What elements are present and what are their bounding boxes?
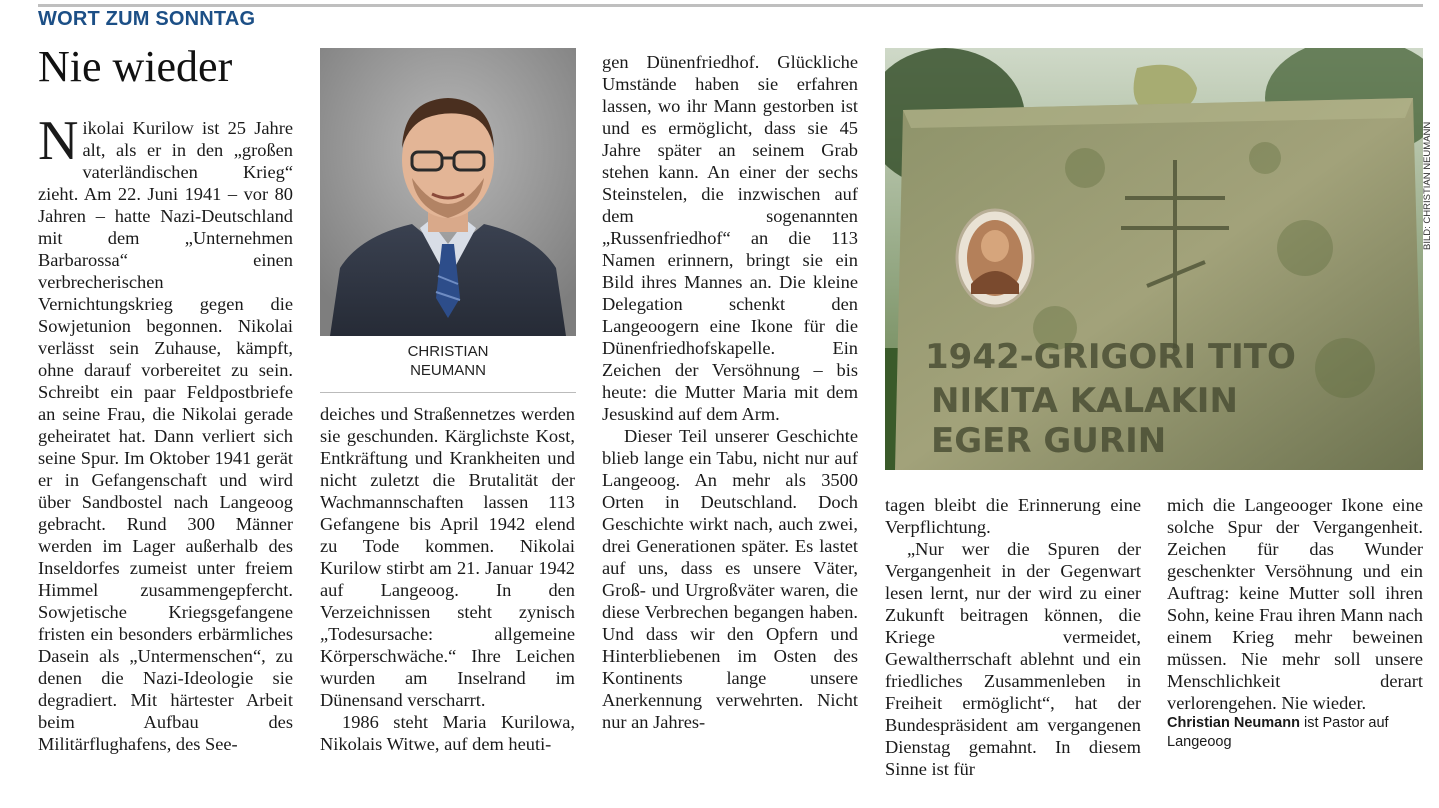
article-paragraph: gen Dünenfriedhof. Glückliche Umstände haben sie erfahren lassen, wo ihr Mann gestorben ist und es ermöglicht, dass sie 45 Jahre später an seinem Grab stehen kann. An einer der sechs Steinstelen, die inzwischen auf dem sogenannten „Russenfriedhof“ an die 113 Namen erinnern, bringt sie ein Bild ihres Mannes an. Die kleine Delegation schenkt den Langeoogern eine Ikone für die Dünenfriedhofskapelle. Ein Zeichen der Versöhnung – bis heute: die Mutter Maria mit dem Jesuskind auf dem Arm. [602, 52, 858, 424]
gravestone-photo [885, 48, 1423, 470]
article-paragraph [38, 117, 293, 755]
top-rule [38, 4, 1423, 7]
article-column-2 [320, 403, 575, 783]
section-kicker: WORT ZUM SONNTAG [38, 8, 256, 30]
article-column-5 [1167, 494, 1423, 784]
headline: Nie wieder [38, 42, 233, 91]
drop-cap: N [38, 117, 79, 172]
inscription-line: 1942-GRIGORI TITO [925, 337, 1296, 377]
portrait-image [320, 48, 576, 336]
article-column-3 [602, 51, 858, 786]
caption-first-name: CHRISTIAN [407, 343, 489, 360]
article-column-1 [38, 117, 293, 787]
caption-divider [320, 392, 576, 393]
article-paragraph: tagen bleibt die Erinnerung eine Verpflichtung. [885, 495, 1141, 537]
author-name: Christian Neumann [1167, 715, 1300, 731]
inscription-line: NIKITA KALAKIN [931, 381, 1238, 421]
article-paragraph: mich die Langeooger Ikone eine solche Spur der Vergangenheit. Zeichen für das Wunder geschenkter Versöhnung und ein Auftrag: keine Mutter soll ihren Sohn, keine Frau ihren Mann nach einem Krieg mehr beweinen müssen. Nie mehr soll unsere Menschlichkeit derart verlorengehen. Nie wieder. [1167, 495, 1423, 713]
paragraph-text: ikolai Kurilow ist 25 Jahre alt, als er in den „großen vaterländischen Krieg“ zieht. Am 22. Juni 1941 – vor 80 Jahren – hatte Nazi-Deutschland mit dem „Unternehmen Barbarossa“ einen verbrecherischen Vernichtungskrieg gegen die Sowjetunion begonnen. Nikolai verlässt sein Zuhause, kämpft, ohne darauf vorbereitet zu sein. Schreibt ein paar Feldpostbriefe an seine Frau, die Nikolai gerade geheiratet hat. Dann verliert sich seine Spur. Im Oktober 1941 gerät er in Gefangenschaft und wird über Sandbostel nach Langeoog gebracht. Rund 300 Männer werden im Lager außerhalb des Inseldorfes zumeist unter freiem Himmel zusammengepfercht. Sowjetische Kriegsgefangene fristen ein besonders erbärmliches Dasein als „Untermenschen“, zu denen die Nazi-Ideologie sie degradiert. Mit härtester Arbeit beim Aufbau des Militärflughafens, des See- [38, 118, 293, 754]
article-paragraph: „Nur wer die Spuren der Vergangenheit in der Gegenwart lesen lernt, nur der wird zu einer Zukunft beitragen können, die Kriege vermeidet, Gewaltherrschaft ablehnt und ein friedliches Zusammenleben in Freiheit ermöglicht“, hat der Bundespräsident am vergangenen Dienstag gemahnt. In diesem Sinne ist für [885, 539, 1141, 779]
author-role: ist Pastor auf Langeoog [1167, 715, 1389, 750]
caption-last-name: NEUMANN [410, 362, 486, 379]
article-column-4 [885, 494, 1141, 784]
author-bio [1167, 714, 1423, 752]
article-paragraph: 1986 steht Maria Kurilowa, Nikolais Witwe, auf dem heuti- [320, 712, 575, 754]
article-paragraph: deiches und Straßennetzes werden sie geschunden. Kärglichste Kost, Entkräftung und Krankheiten und nicht zuletzt die Brutalität der Wachmannschaften lassen 113 Gefangene bis April 1942 elend zu Tode kommen. Nikolai Kurilow stirbt am 21. Januar 1942 auf Langeoog. In den Verzeichnissen steht zynisch „Todesursache: allgemeine Körperschwäche.“ Ihre Leichen wurden am Inselrand im Dünensand verscharrt. [320, 404, 575, 710]
inscription-line: EGER GURIN [931, 421, 1167, 461]
gravestone-image [885, 48, 1423, 470]
article-paragraph: Dieser Teil unserer Geschichte blieb lange ein Tabu, nicht nur auf Langeoog. An mehr als 3500 Orten in Deutschland. Doch Geschichte wirkt nach, auch zwei, drei Generationen später. Es lastet auf uns, dass es unsere Väter, Groß- und Urgroßväter waren, die diese Verbrechen begangen haben. Und dass wir den Opfern und Hinterbliebenen im Osten des Kontinents lange unsere Anerkennung verwehrten. Nicht nur an Jahres- [602, 426, 858, 732]
author-portrait [320, 48, 576, 336]
photo-credit: BILD: CHRISTIAN NEUMANN [1422, 121, 1433, 250]
portrait-caption [320, 342, 576, 380]
